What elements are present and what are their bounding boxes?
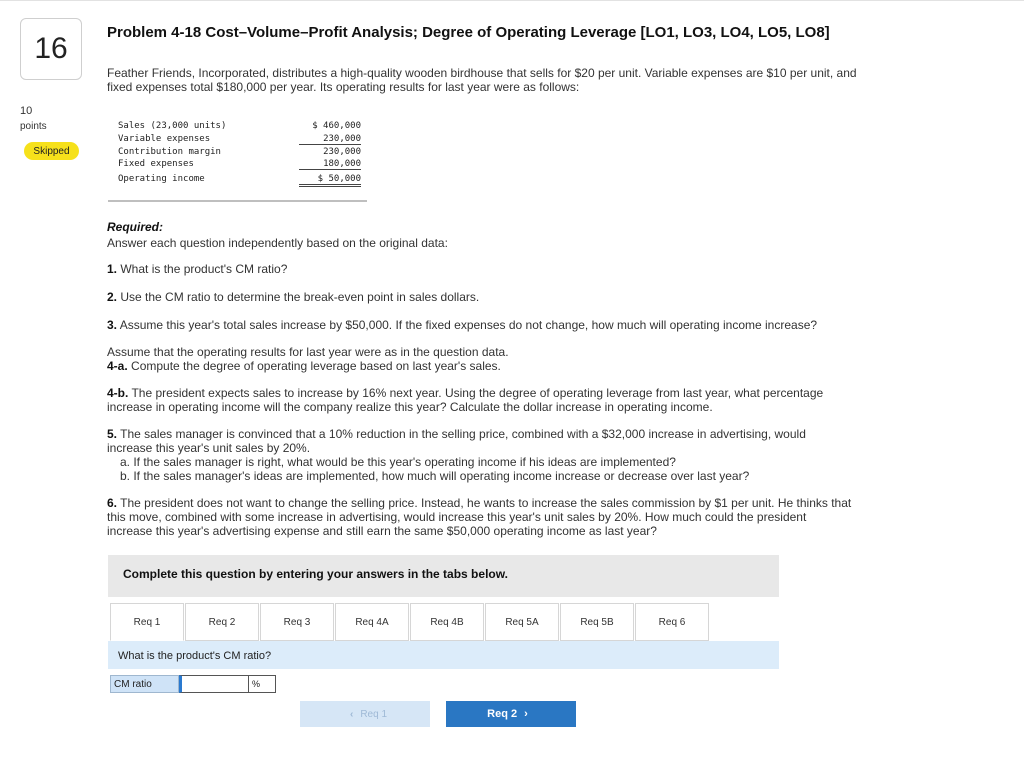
question-number: 16 [20, 18, 82, 80]
percent-unit: % [249, 675, 276, 693]
row-amount: 230,000 [323, 147, 361, 157]
q-number: 5. [107, 427, 118, 441]
tab-req-6[interactable]: Req 6 [635, 603, 709, 641]
q-text: The president does not want to change the selling price. Instead, he wants to increase the sales commission by $1 per unit. He thinks that this move, combined with some increase in advertising, would increase this year's unit sales by 20%. How much could the president increase this year's advertising expense and still earn the same $50,000 operating income as last year? [107, 496, 852, 538]
tab-req-3[interactable]: Req 3 [260, 603, 334, 641]
chevron-left-icon: ‹ [349, 708, 354, 720]
q-text: The sales manager is convinced that a 10% reduction in the selling price, combined with a $32,000 increase in advertising, would increase this year's unit sales by 20%. [107, 427, 806, 455]
q-number: 3. [107, 318, 118, 332]
next-req-button[interactable] [446, 701, 576, 727]
row-label: Sales (23,000 units) [118, 121, 227, 131]
question-3 [107, 318, 867, 332]
table-row [118, 134, 361, 147]
row-label: Contribution margin [118, 147, 221, 157]
row-label: Operating income [118, 174, 205, 184]
q-number: 4-b. [107, 386, 129, 400]
row-amount: $ 460,000 [312, 121, 361, 131]
q-number: 1. [107, 262, 118, 276]
q-text: What is the product's CM ratio? [120, 262, 288, 276]
tab-req-5b[interactable]: Req 5B [560, 603, 634, 641]
cm-ratio-row [110, 675, 276, 693]
question-4-note: Assume that the operating results for last year were as in the question data. [107, 345, 509, 359]
required-note: Answer each question independently based on the original data: [107, 236, 448, 250]
tab-panel-header [108, 641, 779, 669]
prev-req-label: Req 1 [360, 708, 388, 720]
q-text: Compute the degree of operating leverage based on last year's sales. [131, 359, 501, 373]
q-number: 2. [107, 290, 118, 304]
question-1 [107, 262, 852, 276]
row-label: Fixed expenses [118, 159, 194, 169]
table-row [118, 159, 361, 172]
required-heading: Required: [107, 220, 164, 234]
question-5b: b. If the sales manager's ideas are implemented, how much will operating income increase or decrease over last year? [120, 469, 750, 483]
q-text: Assume this year's total sales increase by $50,000. If the fixed expenses do not change, how much will operating income increase? [119, 318, 818, 332]
table-row [118, 174, 361, 189]
problem-intro: Feather Friends, Incorporated, distributes a high-quality wooden birdhouse that sells for $20 per unit. Variable expenses are $10 per unit, and fixed expenses total $180,000 per year. Its operating results for last year were as follows: [107, 66, 857, 94]
instructions-text: Complete this question by entering your answers in the tabs below. [123, 567, 508, 581]
question-5a: a. If the sales manager is right, what would be this year's operating income if his ideas are implemented? [120, 455, 676, 469]
income-statement-table [108, 116, 367, 202]
tab-req-2[interactable]: Req 2 [185, 603, 259, 641]
q-text: The president expects sales to increase by 16% next year. Using the degree of operating leverage from last year, what percentage increase in operating income will the company realize this year? Calculate the dollar increase in operating income. [107, 386, 824, 414]
tab-req-4a[interactable]: Req 4A [335, 603, 409, 641]
prev-req-button[interactable] [300, 701, 430, 727]
question-4b [107, 386, 852, 414]
q-number: 6. [107, 496, 118, 510]
tab-req-4b[interactable]: Req 4B [410, 603, 484, 641]
next-req-label: Req 2 [487, 708, 518, 720]
tab-req-1[interactable]: Req 1 [110, 603, 184, 641]
problem-title: Problem 4-18 Cost–Volume–Profit Analysis; Degree of Operating Leverage [LO1, LO3, LO4, LO5, LO8] [107, 24, 830, 41]
question-4a [107, 359, 852, 373]
cm-ratio-label: CM ratio [110, 675, 179, 693]
points-label: points [20, 121, 47, 132]
q-number: 4-a. [107, 359, 128, 373]
top-divider [0, 0, 1024, 3]
requirement-tabs [110, 603, 710, 641]
tab-question-text: What is the product's CM ratio? [118, 650, 272, 662]
table-row [118, 121, 361, 134]
row-amount: 230,000 [299, 134, 361, 145]
row-amount: 180,000 [299, 159, 361, 170]
tab-req-5a[interactable]: Req 5A [485, 603, 559, 641]
status-badge: Skipped [24, 142, 79, 160]
points-value: 10 [20, 105, 33, 117]
q-text: Use the CM ratio to determine the break-even point in sales dollars. [120, 290, 480, 304]
chevron-right-icon: › [524, 708, 528, 720]
instructions-box [108, 555, 779, 597]
row-amount: $ 50,000 [299, 174, 361, 187]
cm-ratio-input[interactable] [179, 675, 249, 693]
question-6 [107, 496, 852, 538]
row-label: Variable expenses [118, 134, 211, 144]
question-5 [107, 427, 852, 483]
question-2 [107, 290, 852, 304]
